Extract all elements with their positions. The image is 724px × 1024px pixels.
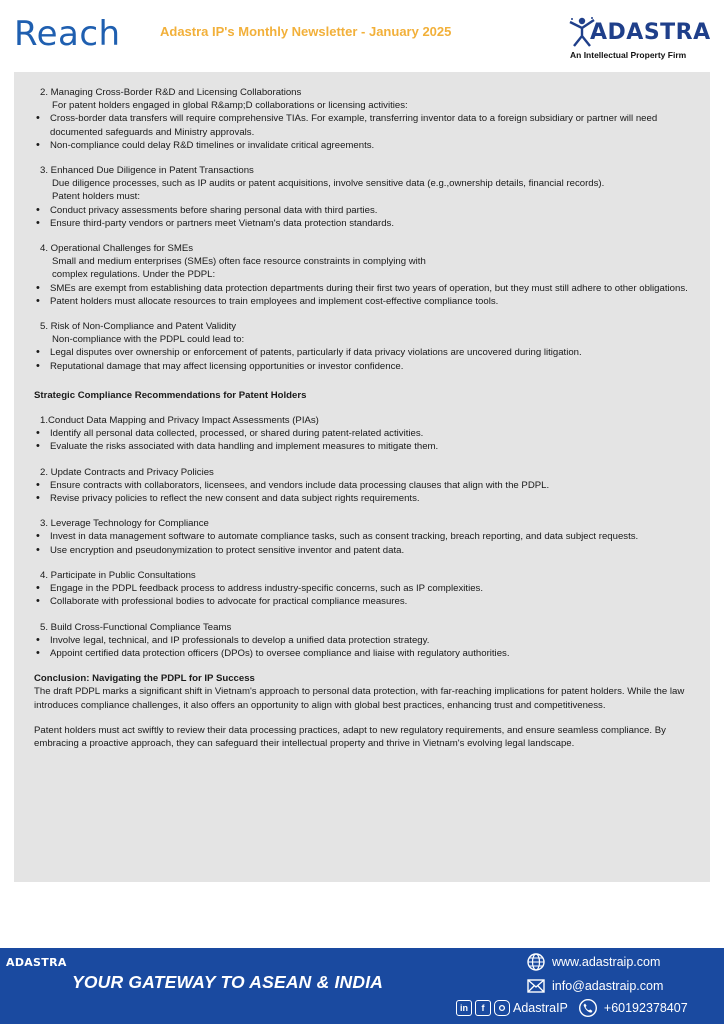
footer xyxy=(0,948,724,1024)
bullet-item: • Use encryption and pseudonymization to protect sensitive inventor and patent data. xyxy=(34,544,690,557)
block-heading: 2. Managing Cross-Border R&D and Licensing Collaborations xyxy=(40,87,302,98)
recommendation-block xyxy=(34,466,690,506)
bullet-item: • Appoint certified data protection officers (DPOs) to oversee compliance and liaise with regulatory authorities. xyxy=(34,647,690,660)
logo-wordmark: ADASTRA xyxy=(590,20,711,45)
challenge-block xyxy=(34,242,690,308)
challenge-block xyxy=(34,86,690,152)
bullet-item: • Collaborate with professional bodies to advocate for practical compliance measures. xyxy=(34,595,690,608)
block-intro: complex regulations. Under the PDPL: xyxy=(52,269,216,281)
social-contact xyxy=(456,998,688,1018)
block-intro: Non-compliance with the PDPL could lead to: xyxy=(52,334,245,346)
bullet-item: • Ensure third-party vendors or partners meet Vietnam's data protection standards. xyxy=(34,217,690,230)
bullet-item: • Reputational damage that may affect licensing opportunities or investor confidence. xyxy=(34,360,690,373)
conclusion-paragraph: The draft PDPL marks a significant shift in Vietnam's approach to personal data protection, with far-reaching implications for patent holders. While the law introduces compliance challenges, it also offers an opportunity to align with global best practices, enhancing trust and competitiveness. xyxy=(34,686,685,711)
bullet-item: • Legal disputes over ownership or enforcement of patents, particularly if data privacy violations are uncovered during litigation. xyxy=(34,346,690,359)
block-heading: 5. Risk of Non-Compliance and Patent Validity xyxy=(40,321,237,333)
bullet-item: • Patent holders must allocate resources to train employees and implement cost-effective compliance tools. xyxy=(34,295,690,308)
reach-title: Reach xyxy=(14,14,121,54)
footer-logo[interactable]: ADASTRA xyxy=(6,956,67,969)
recommendation-heading: 5. Build Cross-Functional Compliance Teams xyxy=(40,621,232,633)
conclusion-paragraph: Patent holders must act swiftly to review their data processing practices, adapt to new regulatory requirements, and ensure seamless compliance. By embracing a proactive approach, they can safeguard their intellectual property and thrive in Vietnam's evolving legal landscape. xyxy=(34,724,666,749)
adastra-logo[interactable] xyxy=(568,14,711,66)
conclusion-section xyxy=(34,685,690,750)
bullet-item: • Invest in data management software to automate compliance tasks, such as consent tracking, breach reporting, and data subject requests. xyxy=(34,530,690,543)
bullet-item: • SMEs are exempt from establishing data protection departments during their first two years of operation, but they must still adhere to other obligations. xyxy=(34,282,690,295)
challenges-section xyxy=(34,86,690,373)
challenge-block xyxy=(34,164,690,230)
recommendation-block xyxy=(34,621,690,661)
block-intro: Due diligence processes, such as IP audits or patent acquisitions, involve sensitive data (e.g.,ownership details, financial records). xyxy=(52,178,605,190)
bullet-item: • Cross-border data transfers will require comprehensive TIAs. For example, transferring inventor data to a foreign subsidiary or partner will need documented safeguards and Ministry approvals. xyxy=(34,112,690,138)
newsletter-title: Adastra IP's Monthly Newsletter - January 2025 xyxy=(160,24,452,39)
header xyxy=(0,0,724,72)
challenge-block xyxy=(34,320,690,373)
conclusion-title: Conclusion: Navigating the PDPL for IP Success xyxy=(34,673,255,685)
newsletter-body xyxy=(14,72,710,882)
website-contact[interactable] xyxy=(526,952,660,972)
recommendation-block xyxy=(34,414,690,454)
phone-icon xyxy=(578,998,598,1018)
bullet-item: • Evaluate the risks associated with data handling and implement measures to mitigate them. xyxy=(34,440,690,453)
website-link[interactable]: www.adastraip.com xyxy=(552,955,661,969)
instagram-icon[interactable] xyxy=(494,1000,510,1016)
recommendation-block xyxy=(34,517,690,557)
bullet-item: • Involve legal, technical, and IP professionals to develop a unified data protection strategy. xyxy=(34,634,690,647)
recommendation-heading: 1.Conduct Data Mapping and Privacy Impact Assessments (PIAs) xyxy=(40,415,319,427)
block-heading: 4. Operational Challenges for SMEs xyxy=(40,243,194,255)
globe-icon xyxy=(526,952,546,972)
facebook-icon[interactable]: f xyxy=(475,1000,491,1016)
bullet-item: • Ensure contracts with collaborators, licensees, and vendors include data processing clauses that align with the PDPL. xyxy=(34,479,690,492)
bullet-item: • Non-compliance could delay R&D timelines or invalidate critical agreements. xyxy=(34,139,690,152)
bullet-item: • Conduct privacy assessments before sharing personal data with third parties. xyxy=(34,204,690,217)
block-intro: Patent holders must: xyxy=(52,191,140,203)
bullet-item: • Identify all personal data collected, processed, or shared during patent-related activities. xyxy=(34,427,690,440)
email-link[interactable]: info@adastraip.com xyxy=(552,979,664,993)
phone-contact[interactable] xyxy=(578,998,688,1018)
linkedin-icon[interactable]: in xyxy=(456,1000,472,1016)
block-intro: Small and medium enterprises (SMEs) often face resource constraints in complying with xyxy=(52,256,426,268)
recommendation-heading: 2. Update Contracts and Privacy Policies xyxy=(40,466,214,478)
mail-icon xyxy=(526,976,546,996)
recommendation-block xyxy=(34,569,690,609)
logo-tagline: An Intellectual Property Firm xyxy=(570,50,687,60)
phone-number[interactable]: +60192378407 xyxy=(603,1001,688,1015)
recommendation-heading: 3. Leverage Technology for Compliance xyxy=(40,518,209,530)
strategic-section xyxy=(34,414,690,660)
recommendation-heading: 4. Participate in Public Consultations xyxy=(40,569,196,581)
block-intro: For patent holders engaged in global R&amp;D collaborations or licensing activities: xyxy=(52,100,408,112)
block-heading: 3. Enhanced Due Diligence in Patent Transactions xyxy=(40,165,254,177)
footer-tagline: YOUR GATEWAY TO ASEAN & INDIA xyxy=(72,972,384,992)
strategic-title: Strategic Compliance Recommendations for Patent Holders xyxy=(34,389,307,401)
bullet-item: • Engage in the PDPL feedback process to address industry-specific concerns, such as IP complexities. xyxy=(34,582,690,595)
bullet-item: • Revise privacy policies to reflect the new consent and data subject rights requirements. xyxy=(34,492,690,505)
social-handle[interactable]: AdastraIP xyxy=(513,1001,568,1015)
email-contact[interactable] xyxy=(526,976,663,996)
